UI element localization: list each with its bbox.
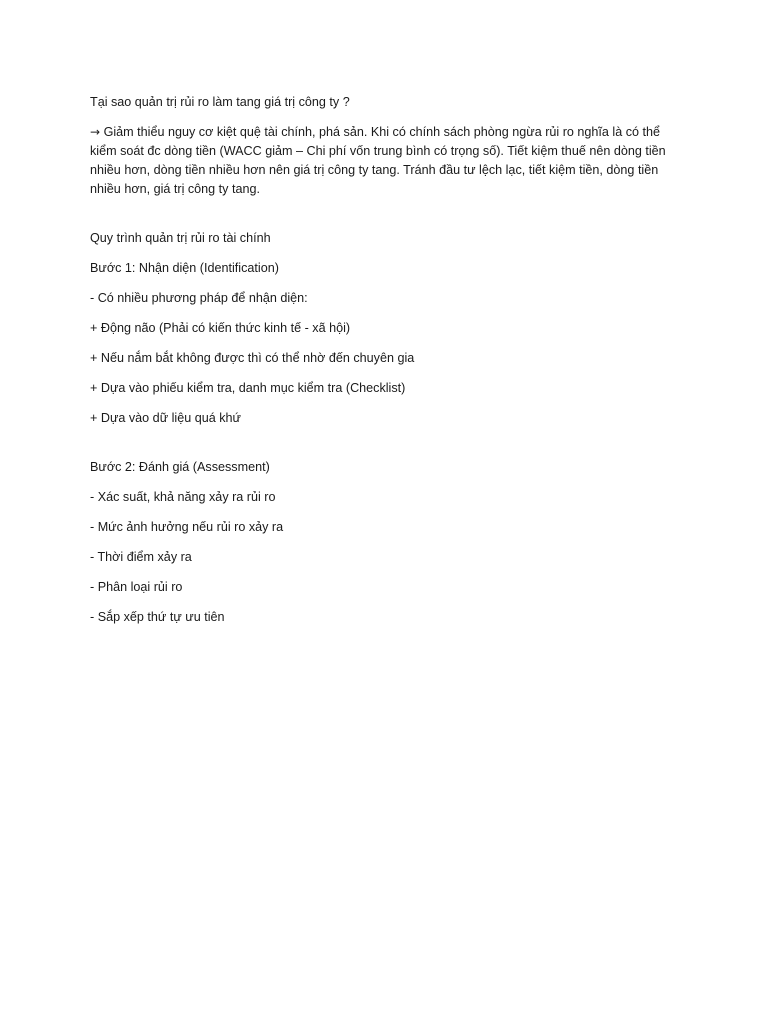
step1-title: Bước 1: Nhận diện (Identification)	[90, 261, 279, 275]
step2-title: Bước 2: Đánh giá (Assessment)	[90, 460, 270, 474]
blank-line	[90, 439, 680, 458]
step2-line: - Mức ảnh hưởng nếu rủi ro xảy ra	[90, 520, 284, 534]
intro-question: Tại sao quản trị rủi ro làm tang giá trị công ty ?	[90, 95, 350, 109]
step1-line: + Dựa vào dữ liệu quá khứ	[90, 411, 241, 425]
step2-line: - Thời điểm xảy ra	[90, 550, 192, 564]
step1-line: + Nếu nắm bắt không được thì có thể nhờ đến chuyên gia	[90, 351, 415, 365]
step2-line: - Sắp xếp thứ tự ưu tiên	[90, 610, 225, 624]
document-body	[90, 93, 680, 638]
intro-answer	[90, 123, 680, 199]
step2-line: - Phân loại rủi ro	[90, 580, 183, 594]
step1-line: + Dựa vào phiếu kiểm tra, danh mục kiểm tra (Checklist)	[90, 381, 406, 395]
process-title: Quy trình quản trị rủi ro tài chính	[90, 231, 271, 245]
step2-line: - Xác suất, khả năng xảy ra rủi ro	[90, 490, 276, 504]
right-arrow-icon: →	[90, 125, 101, 139]
blank-line	[90, 210, 680, 229]
intro-answer-text: Giảm thiểu nguy cơ kiệt quệ tài chính, phá sản. Khi có chính sách phòng ngừa rủi ro nghĩa là có thể kiểm soát đc dòng tiền (WACC giảm – Chi phí vốn trung bình có trọng số). Tiết kiệm thuế nên dòng tiền nhiều hơn, dòng tiền nhiều hơn nên giá trị công ty tang. Tránh đầu tư lệch lạc, tiết kiệm tiền, dòng tiền nhiều hơn, giá trị công ty tang.	[90, 125, 666, 196]
step1-line: - Có nhiều phương pháp để nhận diện:	[90, 291, 308, 305]
step1-line: + Động não (Phải có kiến thức kinh tế - xã hội)	[90, 321, 351, 335]
